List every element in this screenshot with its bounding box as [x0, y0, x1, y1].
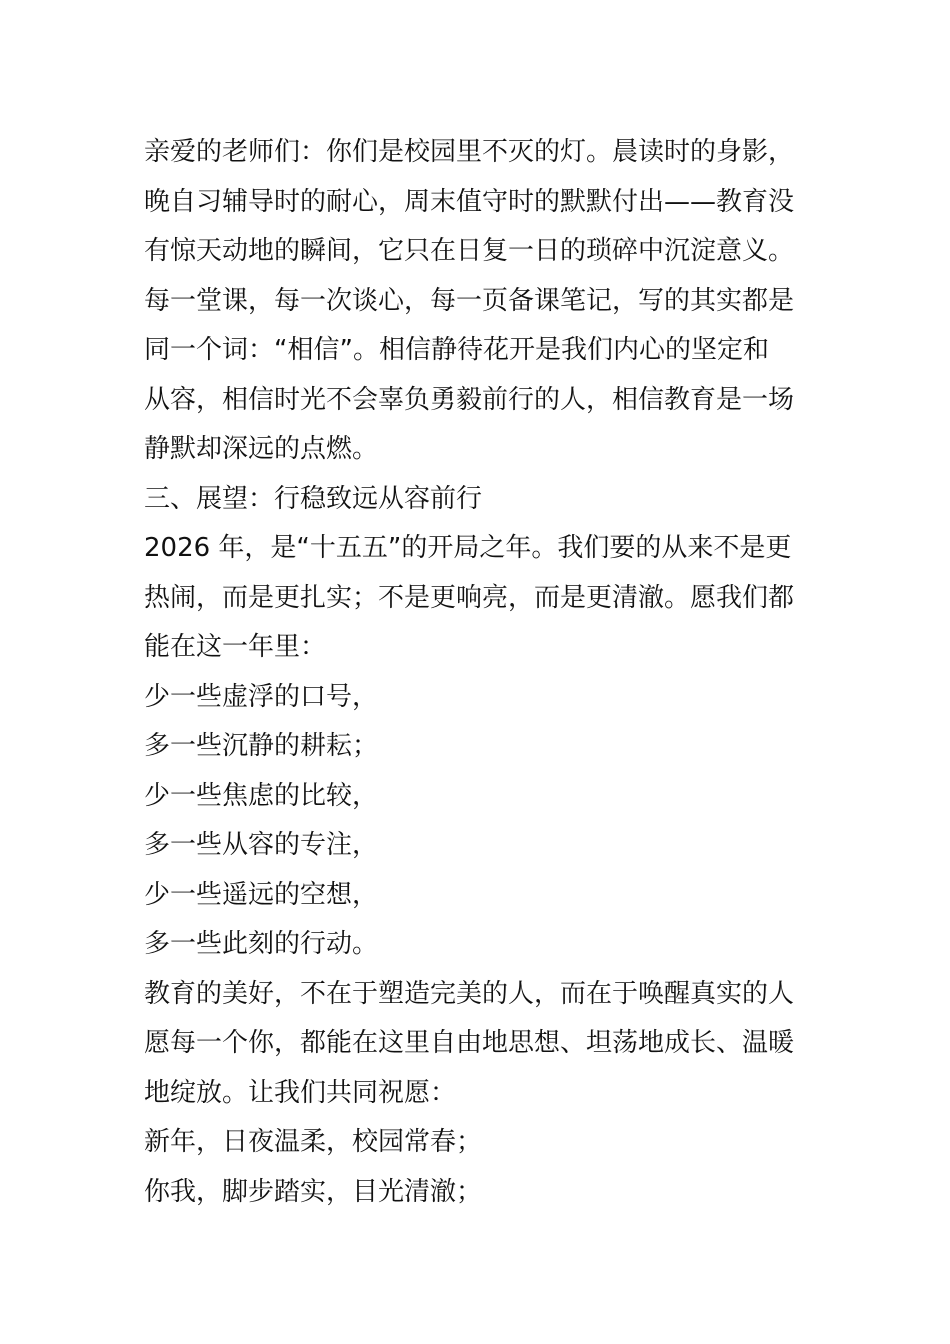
blessing-line: 你我，脚步踏实，目光清澈； — [144, 1176, 483, 1207]
paragraph-line: 教育的美好，不在于塑造完美的人，而在于唤醒真实的人 — [144, 978, 795, 1009]
wish-line: 多一些此刻的行动。 — [144, 929, 379, 959]
blessing-line: 新年，日夜温柔，校园常春； — [144, 1127, 483, 1157]
wish-line: 少一些虚浮的口号， — [144, 681, 379, 712]
document-body — [144, 128, 824, 1217]
paragraph-line: 同一个词：“相信”。相信静待花开是我们内心的坚定和 — [144, 335, 769, 365]
paragraph-line: 2026 年，是“十五五”的开局之年。我们要的从来不是更 — [144, 533, 792, 563]
wish-line: 多一些沉静的耕耘； — [144, 731, 379, 761]
section-heading: 三、展望：行稳致远从容前行 — [144, 483, 483, 514]
wish-line: 少一些焦虑的比较， — [144, 780, 379, 811]
paragraph-line: 热闹，而是更扎实；不是更响亮，而是更清澈。愿我们都 — [144, 582, 795, 613]
paragraph-line: 有惊天动地的瞬间，它只在日复一日的琐碎中沉淀意义。 — [144, 236, 795, 266]
paragraph-line: 每一堂课，每一次谈心，每一页备课笔记，写的其实都是 — [144, 285, 795, 316]
paragraph-line: 亲爱的老师们：你们是校园里不灭的灯。晨读时的身影， — [144, 137, 795, 167]
paragraph-line: 从容，相信时光不会辜负勇毅前行的人，相信教育是一场 — [144, 384, 795, 415]
paragraph-line: 晚自习辅导时的耐心，周末值守时的默默付出——教育没 — [144, 186, 795, 217]
paragraph-line: 地绽放。让我们共同祝愿： — [144, 1077, 457, 1108]
paragraph-line: 愿每一个你，都能在这里自由地思想、坦荡地成长、温暖 — [144, 1028, 795, 1058]
paragraph-line: 能在这一年里： — [144, 632, 327, 662]
paragraph-line: 静默却深远的点燃。 — [144, 434, 379, 464]
wish-line: 少一些遥远的空想， — [144, 879, 379, 910]
wish-line: 多一些从容的专注， — [144, 830, 379, 860]
